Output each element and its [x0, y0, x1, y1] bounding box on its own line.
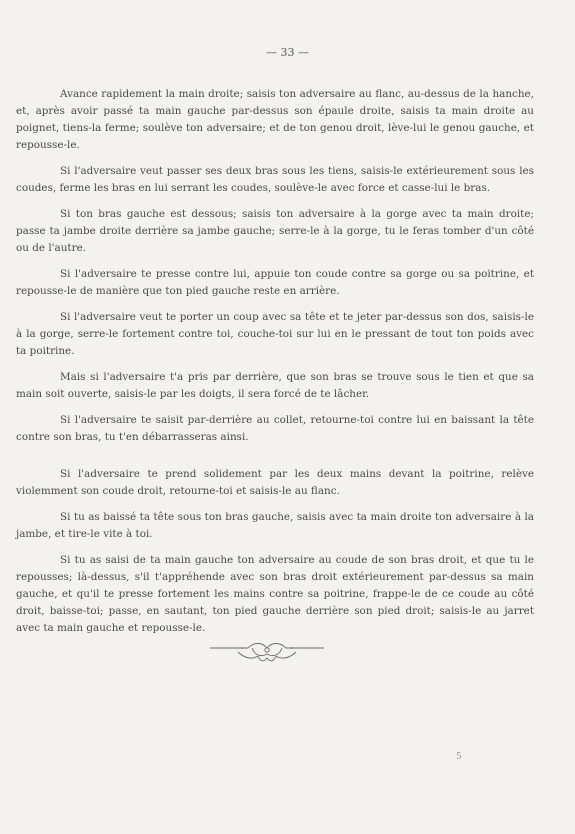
paragraph: Si tu as saisi de ta main gauche ton adversaire au coude de son bras droit, et que tu le repousses; là-dessus, s'il t'appréhende avec son bras droit extérieurement par-dessus sa main gauche, et qu'il te presse fortement les mains contre sa poitrine, frappe-le de ce coude au côté droit, baisse-toi; passe, en sautant, ton pied gauche derrière son pied droit; saisis-le au jarret avec ta main gauche et repousse-le. — [16, 554, 534, 634]
text-body — [16, 86, 534, 646]
paragraph: Si l'adversaire te presse contre lui, appuie ton coude contre sa gorge ou sa poitrine, et repousse-le de manière que ton pied gauche reste en arrière. — [16, 268, 534, 297]
paragraph: Avance rapidement la main droite; saisis ton adversaire au flanc, au-dessus de la hanche, et, après avoir passé ta main gauche par-dessus son épaule droite, saisis ta main droite au poignet, tiens-la ferme; soulève ton adversaire; et de ton genou droit, lève-lui le genou gauche, et repousse-le. — [16, 88, 534, 151]
decorative-ornament-icon — [208, 638, 326, 666]
page-number: — 33 — — [266, 46, 309, 59]
signature-mark: 5 — [456, 752, 462, 762]
paragraph: Si l'adversaire veut te porter un coup avec sa tête et te jeter par-dessus son dos, saisis-le à la gorge, serre-le fortement contre toi, couche-toi sur lui en le pressant de tout ton poids avec ta poitrine. — [16, 311, 534, 357]
paragraph: Si tu as baissé ta tête sous ton bras gauche, saisis avec ta main droite ton adversaire à la jambe, et tire-le vite à toi. — [16, 511, 534, 540]
paragraph: Mais si l'adversaire t'a pris par derrière, que son bras se trouve sous le tien et que sa main soit ouverte, saisis-le par les doigts, il sera forcé de te lâcher. — [16, 371, 534, 400]
paragraph: Si l'adversaire veut passer ses deux bras sous les tiens, saisis-le extérieurement sous les coudes, ferme les bras en lui serrant les coudes, soulève-le avec force et casse-lui le bras. — [16, 165, 534, 194]
paragraph: Si l'adversaire te saisit par-derrière au collet, retourne-toi contre lui en baissant la tête contre son bras, tu t'en débarrasseras ainsi. — [16, 414, 534, 443]
paragraph: Si ton bras gauche est dessous; saisis ton adversaire à la gorge avec ta main droite; passe ta jambe droite derrière sa jambe gauche; serre-le à la gorge, tu le feras tomber d'un côté ou de l'autre. — [16, 208, 534, 254]
paragraph: Si l'adversaire te prend solidement par les deux mains devant la poitrine, relève violemment son coude droit, retourne-toi et saisis-le au flanc. — [16, 468, 534, 497]
